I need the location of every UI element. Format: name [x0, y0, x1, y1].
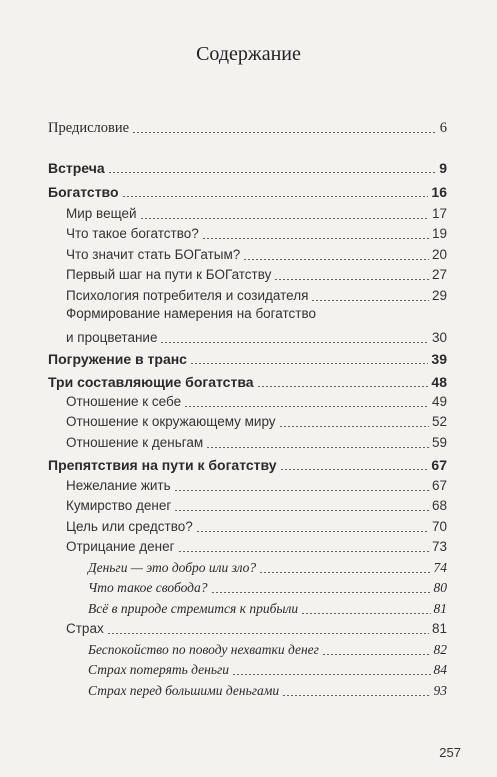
toc-entry-label: Деньги — это добро или зло? [88, 560, 257, 575]
toc-entry-label: Цель или средство? [66, 519, 193, 534]
leader-dots [259, 572, 430, 573]
toc-entry-label: Страх [66, 621, 104, 636]
page-title: Содержание [196, 43, 301, 65]
leader-dots [160, 342, 428, 343]
page-number: 257 [439, 745, 461, 760]
toc-entry-label: Отношение к себе [66, 394, 182, 409]
leader-dots [274, 279, 429, 280]
toc-entry-label: и процветание [66, 330, 158, 345]
toc-entry-page: 81 [431, 621, 447, 636]
toc-entry-label: Препятствия на пути к богатству [48, 457, 277, 473]
leader-dots [174, 490, 429, 491]
leader-dots [107, 633, 429, 634]
leader-dots [196, 531, 429, 532]
toc-entry-page: 48 [431, 374, 447, 390]
leader-dots [243, 259, 429, 260]
toc-section[interactable] [66, 243, 447, 263]
toc-entry-page: 9 [439, 160, 447, 176]
toc-subsection[interactable] [88, 638, 447, 658]
toc-entry-page: 6 [439, 120, 447, 136]
leader-dots [174, 510, 429, 511]
toc-entry-page: 16 [431, 184, 447, 200]
toc-entry-page: 67 [431, 478, 447, 493]
toc-subsection[interactable] [88, 679, 447, 699]
toc-entry-label: Что значит стать БОГатым? [66, 247, 241, 262]
toc-section[interactable] [66, 535, 447, 555]
toc-entry-page: 19 [431, 226, 447, 241]
toc-chapter-wealth[interactable] [48, 180, 447, 200]
toc-section-label-line1[interactable]: Формирование намерения на богатство [66, 306, 317, 321]
toc-section[interactable] [66, 474, 447, 494]
toc-entry-label: Богатство [48, 184, 119, 200]
toc-entry-page: 80 [433, 580, 447, 595]
toc-entry-label: Погружение в транс [48, 351, 187, 367]
toc-entry-label: Предисловие [48, 120, 130, 136]
leader-dots [301, 613, 430, 614]
toc-section[interactable] [66, 431, 447, 451]
leader-dots [257, 386, 429, 387]
leader-dots [232, 674, 430, 675]
toc-entry-page: 82 [433, 642, 447, 657]
toc-entry-page: 20 [431, 247, 447, 262]
toc-entry-label: Отношение к деньгам [66, 435, 204, 450]
toc-section[interactable] [66, 617, 447, 637]
leader-dots [322, 654, 431, 655]
toc-entry-page: 29 [431, 288, 447, 303]
toc-section[interactable] [66, 263, 447, 283]
toc-entry-label: Мир вещей [66, 206, 137, 221]
toc-chapter-obstacles[interactable] [48, 453, 447, 473]
toc-chapter-trance[interactable] [48, 347, 447, 367]
toc-subsection[interactable] [88, 597, 447, 617]
toc-entry-page: 70 [431, 519, 447, 534]
leader-dots [184, 406, 429, 407]
toc-entry-page: 68 [431, 498, 447, 513]
toc-entry-label: Первый шаг на пути к БОГатству [66, 267, 272, 282]
leader-dots [132, 132, 437, 133]
leader-dots [206, 447, 429, 448]
toc-subsection[interactable] [88, 658, 447, 678]
leader-dots [108, 172, 437, 173]
leader-dots [211, 592, 431, 593]
toc-chapter-components[interactable] [48, 370, 447, 390]
toc-entry-page: 27 [431, 267, 447, 282]
toc-subsection[interactable] [88, 576, 447, 596]
leader-dots [280, 469, 429, 470]
toc-entry-page: 17 [431, 206, 447, 221]
toc-section[interactable] [66, 202, 447, 222]
toc-entry-page: 84 [433, 662, 447, 677]
toc-section[interactable] [66, 515, 447, 535]
toc-entry-label: Три составляющие богатства [48, 374, 254, 390]
toc-entry-page: 39 [431, 351, 447, 367]
toc-subsection[interactable] [88, 556, 447, 576]
toc-entry-label: Что такое богатство? [66, 226, 199, 241]
toc-section[interactable] [66, 326, 447, 346]
leader-dots [178, 551, 429, 552]
toc-section[interactable] [66, 494, 447, 514]
toc-section[interactable] [66, 390, 447, 410]
toc-entry-page: 74 [433, 560, 447, 575]
toc-entry-page: 52 [431, 414, 447, 429]
leader-dots [140, 218, 429, 219]
toc-entry-label: Нежелание жить [66, 478, 171, 493]
toc-section[interactable] [66, 222, 447, 242]
leader-dots [279, 426, 429, 427]
toc-entry-label: Отрицание денег [66, 539, 175, 554]
toc-entry-label: Отношение к окружающему миру [66, 414, 276, 429]
toc-entry-label: Страх потерять деньги [88, 662, 230, 677]
toc-entry-page: 73 [431, 539, 447, 554]
toc-chapter-meeting[interactable] [48, 156, 447, 176]
leader-dots [122, 196, 429, 197]
leader-dots [190, 363, 428, 364]
leader-dots [282, 695, 430, 696]
leader-dots [311, 300, 429, 301]
toc-entry-label: Страх перед большими деньгами [88, 683, 280, 698]
toc-entry-page: 81 [433, 601, 447, 616]
toc-entry-label: Что такое свобода? [88, 580, 208, 595]
toc-entry-page: 30 [431, 330, 447, 345]
leader-dots [202, 238, 429, 239]
toc-entry-page: 59 [431, 435, 447, 450]
toc-entry-label: Всё в природе стремится к прибыли [88, 601, 299, 616]
toc-entry-label: Беспокойство по поводу нехватки денег [88, 642, 319, 657]
toc-entry-label: Кумирство денег [66, 498, 172, 513]
toc-entry-page: 93 [433, 683, 447, 698]
toc-entry-label: Встреча [48, 160, 105, 176]
toc-entry-label: Психология потребителя и созидателя [66, 288, 309, 303]
toc-entry-preface[interactable] [48, 116, 447, 136]
toc-entry-page: 67 [431, 457, 447, 473]
toc-section[interactable] [66, 284, 447, 304]
toc-entry-page: 49 [431, 394, 447, 409]
toc-section[interactable] [66, 410, 447, 430]
